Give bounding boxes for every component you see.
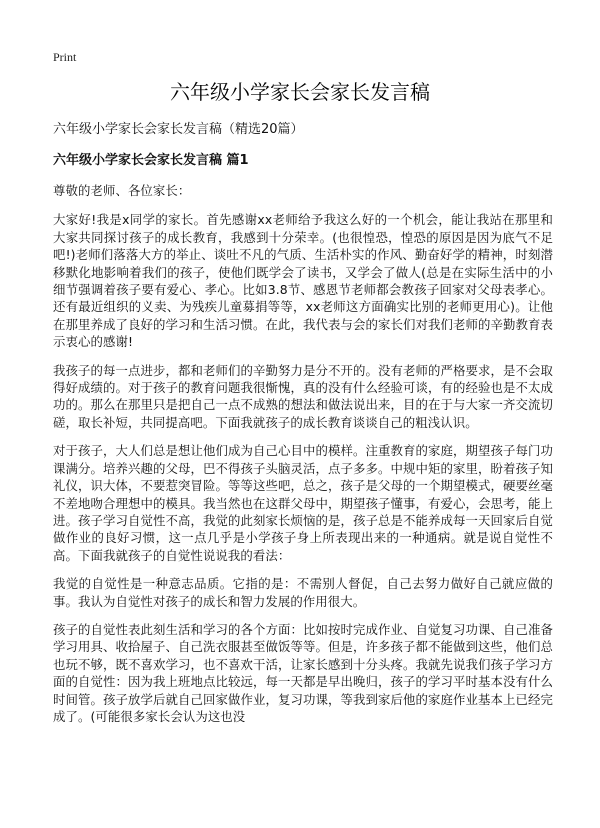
document-subtitle: 六年级小学家长会家长发言稿（精选20篇） — [53, 122, 304, 137]
paragraph-2: 我孩子的每一点进步，都和老师们的辛勤努力是分不开的。没有老师的严格要求，是不会取得好成绩的。对于孩子的教育问题我很惭愧，真的没有什么经验可谈，有的经验也是不太成功的。那么在那里只是把自己一点不成熟的想法和做法说出来，目的在于与大家一齐交流切磋，取长补短，共同提高吧。下面我就孩子的成长教育谈谈自己的粗浅认识。 — [53, 362, 553, 430]
speech-body — [53, 182, 553, 736]
paragraph-3: 对于孩子，大人们总是想让他们成为自己心目中的模样。注重教育的家庭，期望孩子每门功课满分。培养兴趣的父母，巴不得孩子头脑灵活，点子多多。中规中矩的家里，盼着孩子知礼仪，识大体，不要惹突冒险。等等这些吧，总之，孩子是父母的一个期望模式，硬要丝毫不差地吻合理想中的模具。我当然也在这群父母中，期望孩子懂事，有爱心，会思考，能上进。孩子学习自觉性不高，我觉的此刻家长烦恼的是，孩子总是不能养成每一天回家后自觉做作业的良好习惯，这一点几乎是小学孩子身上所表现出来的一种通病。就是说自觉性不高。下面我就孩子的自觉性说说我的看法： — [53, 443, 553, 563]
paragraph-1: 大家好!我是x同学的家长。首先感谢xx老师给予我这么好的一个机会，能让我站在那里和大家共同探讨孩子的成长教育，我感到十分荣幸。(也很惶恐，惶恐的原因是因为底气不足吧!)老师们落落大方的举止、谈吐不凡的气质、生活朴实的作风、勤奋好学的精神，时刻潜移默化地影响着我们的孩子，使他们既学会了读书，又学会了做人(总是在实际生活中的小细节强调着孩子要有爱心、孝心。比如3.8节、感恩节老师都会教孩子回家对父母表孝心。还有最近组织的义卖、为残疾儿童募捐等等，xx老师这方面确实比别的老师更用心)。让他在那里养成了良好的学习和生活习惯。在此，我代表与会的家长们对我们老师的辛勤教育表示衷心的感谢! — [53, 212, 553, 350]
paragraph-5: 孩子的自觉性表此刻生活和学习的各个方面：比如按时完成作业、自觉复习功课、自己准备学习用具、收拾屋子、自己洗衣服甚至做饭等等。但是，许多孩子都不能做到这些，他们总也玩不够，既不喜欢学习，也不喜欢干活，让家长感到十分头疼。我就先说我们孩子学习方面的自觉性：因为我上班地点比较远，每一天都是早出晚归，孩子的学习平时基本没有什么时间管。孩子放学后就自己回家做作业，复习功课，等我到家后他的家庭作业基本上已经完成了。(可能很多家长会认为这也没 — [53, 621, 553, 724]
section-heading: 六年级小学家长会家长发言稿 篇1 — [53, 153, 249, 168]
print-link[interactable]: Print — [53, 50, 77, 64]
page-title: 六年级小学家长会家长发言稿 — [170, 80, 430, 104]
greeting: 尊敬的老师、各位家长： — [53, 183, 191, 198]
paragraph-4: 我觉的自觉性是一种意志品质。它指的是：不需别人督促，自己去努力做好自己就应做的事。我认为自觉性对孩子的成长和智力发展的作用很大。 — [53, 576, 553, 609]
